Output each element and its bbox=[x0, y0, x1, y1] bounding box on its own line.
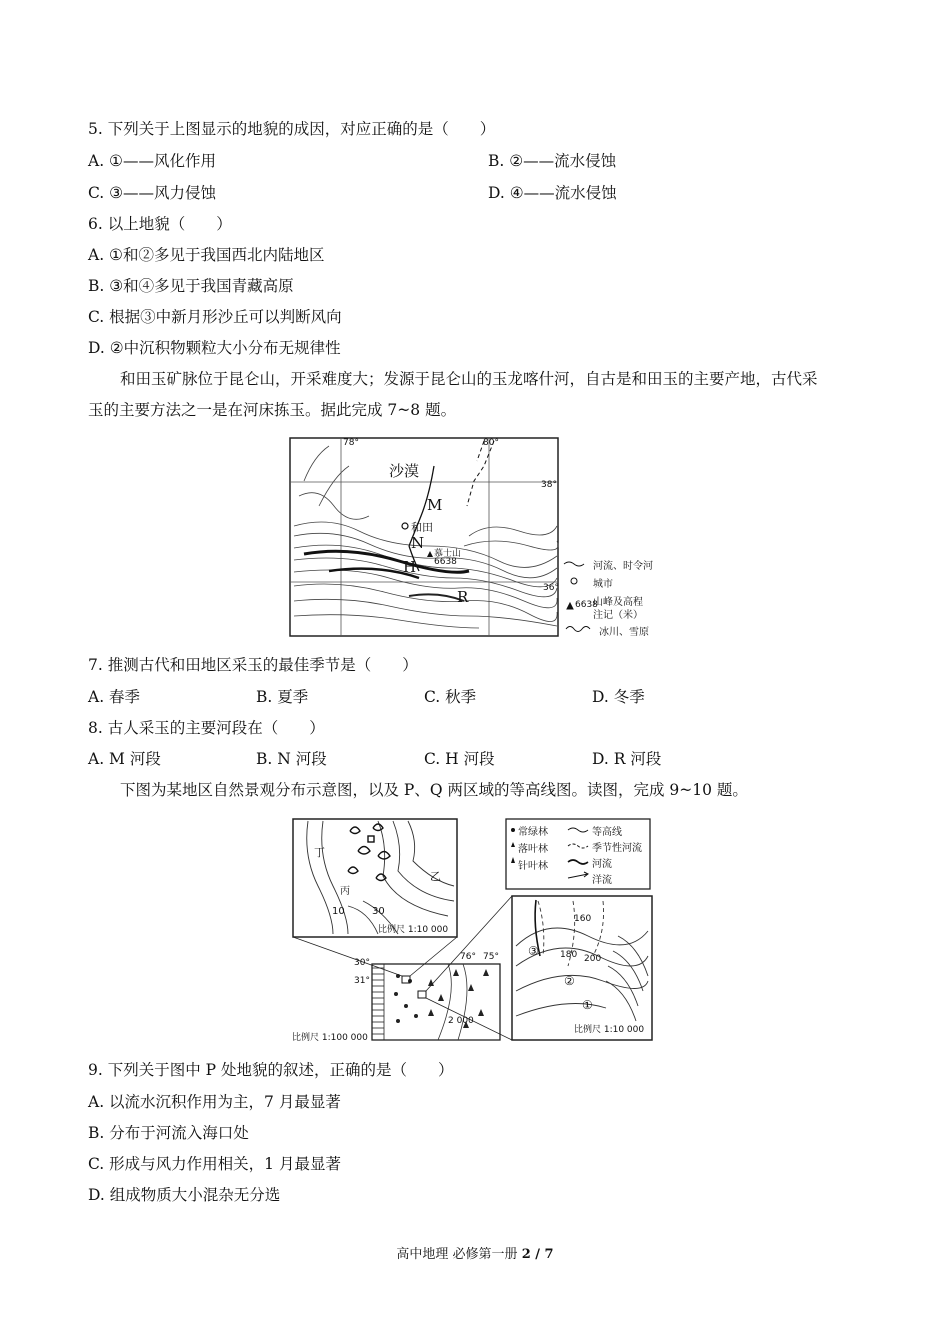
passage2-line1: 下图为某地区自然景观分布示意图，以及 P、Q 两区域的等高线图。读图，完成 9~10 题。 bbox=[120, 781, 748, 799]
map1-lon80: 80° bbox=[483, 438, 499, 448]
q7-option-b: B. 夏季 bbox=[256, 688, 309, 706]
map1-label-r: R bbox=[457, 588, 469, 606]
q7-option-a: A. 春季 bbox=[88, 688, 141, 706]
map1-desert-label: 沙漠 bbox=[389, 462, 420, 480]
q5-option-d: D. ④——流水侵蚀 bbox=[488, 184, 617, 202]
legend-peak-text-1: 山峰及高程 bbox=[593, 597, 643, 608]
p-map-bing: 丙 bbox=[340, 886, 350, 897]
hotan-map bbox=[289, 436, 657, 638]
q9-option-c: C. 形成与风力作用相关，1 月最显著 bbox=[88, 1155, 341, 1173]
q8-option-d: D. R 河段 bbox=[592, 750, 662, 768]
legend-glacier-text: 冰川、雪原 bbox=[599, 627, 649, 638]
main-map-scale: 比例尺 1:100 000 bbox=[292, 1033, 368, 1043]
p-map-c10: 10 bbox=[332, 906, 345, 917]
legend-deciduous: 落叶林 bbox=[518, 844, 548, 855]
q6-option-d: D. ②中沉积物颗粒大小分布无规律性 bbox=[88, 339, 341, 357]
q9-option-a: A. 以流水沉积作用为主，7 月最显著 bbox=[88, 1093, 341, 1111]
q9-option-b: B. 分布于河流入海口处 bbox=[88, 1124, 249, 1142]
map1-lon78: 78° bbox=[343, 438, 359, 448]
main-map-c2000: 2 000 bbox=[448, 1016, 474, 1026]
passage1-line2: 玉的主要方法之一是在河床拣玉。据此完成 7~8 题。 bbox=[88, 401, 457, 419]
q7-stem: 7. 推测古代和田地区采玉的最佳季节是（ ） bbox=[88, 656, 418, 674]
q8-option-a: A. M 河段 bbox=[88, 750, 161, 768]
map1-peak-name: 慕士山 bbox=[434, 549, 462, 559]
q9-option-d: D. 组成物质大小混杂无分选 bbox=[88, 1186, 281, 1204]
landscape-map bbox=[288, 816, 656, 1044]
map1-city-label: 和田 bbox=[411, 521, 433, 534]
q7-options bbox=[88, 686, 760, 708]
q-map-n3: ③ bbox=[528, 944, 539, 958]
map1-label-h: H bbox=[403, 558, 417, 576]
q6-option-b: B. ③和④多见于我国青藏高原 bbox=[88, 277, 294, 295]
legend-contour: 等高线 bbox=[592, 827, 622, 838]
p-map-c30: 30 bbox=[372, 906, 385, 917]
q7-option-c: C. 秋季 bbox=[424, 688, 477, 706]
q6-option-c: C. 根据③中新月形沙丘可以判断风向 bbox=[88, 308, 342, 326]
legend-city-text: 城市 bbox=[593, 579, 613, 590]
page-number: 2 / 7 bbox=[521, 1247, 554, 1262]
footer-text: 高中地理 必修第一册 bbox=[396, 1247, 522, 1262]
legend-peak-text-2: 注记（米） bbox=[593, 610, 643, 621]
q5-option-a: A. ①——风化作用 bbox=[88, 152, 216, 170]
q5-stem: 5. 下列关于上图显示的地貌的成因，对应正确的是（ ） bbox=[88, 120, 496, 138]
q-map-c160: 160 bbox=[574, 914, 592, 924]
q-map-n1: ① bbox=[582, 998, 593, 1012]
q5-option-b: B. ②——流水侵蚀 bbox=[488, 152, 617, 170]
q-map-c180: 180 bbox=[560, 950, 578, 960]
passage1-line1: 和田玉矿脉位于昆仑山，开采难度大；发源于昆仑山的玉龙喀什河，自古是和田玉的主要产地，古代采 bbox=[120, 370, 818, 388]
p-map-yi: 乙 bbox=[430, 870, 441, 883]
legend-conifer: 针叶林 bbox=[518, 861, 548, 872]
q9-stem: 9. 下列关于图中 P 处地貌的叙述，正确的是（ ） bbox=[88, 1061, 454, 1079]
legend-peak-value: 6638 bbox=[575, 600, 598, 610]
page-footer bbox=[0, 1246, 950, 1264]
map1-lat38: 38° bbox=[541, 480, 557, 490]
legend-evergreen: 常绿林 bbox=[518, 827, 548, 838]
q6-option-a: A. ①和②多见于我国西北内陆地区 bbox=[88, 246, 325, 264]
main-map-lon76: 76° bbox=[460, 952, 476, 962]
map1-label-n: N bbox=[411, 534, 425, 552]
map1-label-m: M bbox=[427, 496, 443, 514]
map1-peak-elev: 6638 bbox=[434, 557, 457, 567]
q8-stem: 8. 古人采玉的主要河段在（ ） bbox=[88, 719, 325, 737]
q8-option-c: C. H 河段 bbox=[424, 750, 495, 768]
q5-option-c: C. ③——风力侵蚀 bbox=[88, 184, 217, 202]
legend-river-text: 河流、时令河 bbox=[593, 561, 653, 572]
legend-river: 河流 bbox=[592, 859, 612, 870]
p-map-ding: 丁 bbox=[314, 846, 325, 859]
main-map-lat30: 30° bbox=[354, 958, 370, 968]
q-map-n2: ② bbox=[564, 974, 575, 988]
q-map-scale: 比例尺 1:10 000 bbox=[574, 1025, 645, 1035]
q8-options bbox=[88, 748, 760, 770]
p-map-scale: 比例尺 1:10 000 bbox=[378, 925, 449, 935]
main-map-lon75: 75° bbox=[483, 952, 499, 962]
q7-option-d: D. 冬季 bbox=[592, 688, 645, 706]
legend-seasonal-river: 季节性河流 bbox=[592, 843, 642, 854]
q6-stem: 6. 以上地貌（ ） bbox=[88, 215, 232, 233]
legend-current: 洋流 bbox=[592, 875, 612, 886]
map1-lat36: 36° bbox=[543, 583, 559, 593]
q8-option-b: B. N 河段 bbox=[256, 750, 327, 768]
q-map-c200: 200 bbox=[584, 954, 602, 964]
main-map-lat31: 31° bbox=[354, 976, 370, 986]
